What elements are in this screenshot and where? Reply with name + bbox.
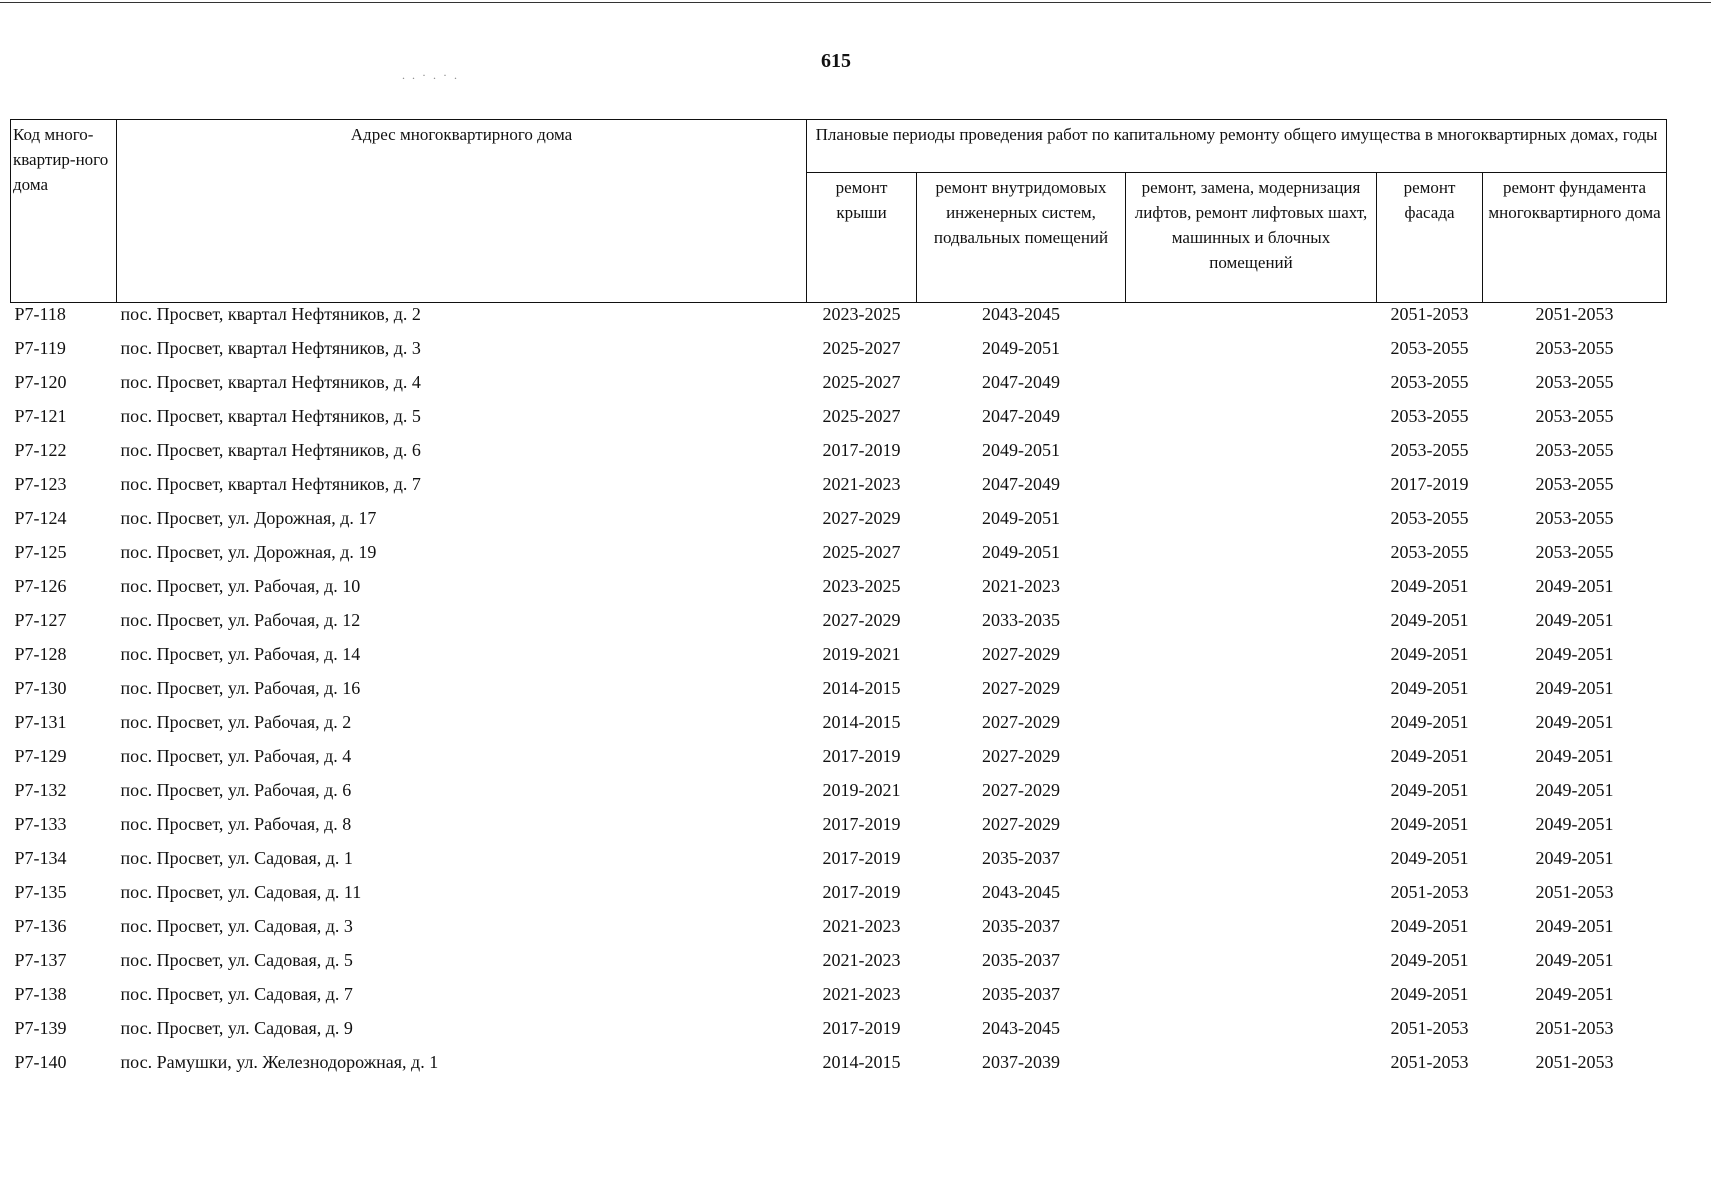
- cell-code: Р7-124: [14, 508, 67, 528]
- table-row: [11, 915, 1667, 949]
- cell-foundation: 2049-2051: [1535, 814, 1614, 834]
- cell-code: Р7-140: [14, 1052, 67, 1072]
- capital-repair-table: [10, 119, 1667, 1085]
- header-address: Адрес многоквартирного дома: [117, 120, 807, 303]
- table-row: [11, 303, 1667, 338]
- cell-roof: 2019-2021: [822, 644, 901, 664]
- cell-systems: 2027-2029: [982, 644, 1060, 664]
- table-row: [11, 711, 1667, 745]
- cell-foundation: 2053-2055: [1535, 440, 1614, 460]
- cell-facade: 2049-2051: [1390, 916, 1469, 936]
- table-row: [11, 813, 1667, 847]
- cell-address: пос. Просвет, ул. Рабочая, д. 14: [120, 644, 361, 664]
- cell-foundation: 2049-2051: [1535, 644, 1614, 664]
- cell-foundation: 2049-2051: [1535, 576, 1614, 596]
- cell-facade: 2049-2051: [1390, 610, 1469, 630]
- table-row: [11, 473, 1667, 507]
- page-number: 615: [821, 50, 851, 72]
- cell-address: пос. Просвет, ул. Рабочая, д. 2: [120, 712, 352, 732]
- cell-code: Р7-126: [14, 576, 67, 596]
- cell-roof: 2021-2023: [822, 984, 901, 1004]
- cell-foundation: 2053-2055: [1535, 474, 1614, 494]
- cell-elevators: [1126, 371, 1377, 405]
- cell-systems: 2035-2037: [982, 916, 1060, 936]
- cell-foundation: 2049-2051: [1535, 848, 1614, 868]
- cell-code: Р7-131: [14, 712, 67, 732]
- cell-facade: 2053-2055: [1390, 372, 1469, 392]
- cell-roof: 2014-2015: [822, 712, 901, 732]
- cell-elevators: [1126, 677, 1377, 711]
- cell-foundation: 2049-2051: [1535, 712, 1614, 732]
- cell-roof: 2025-2027: [822, 338, 901, 358]
- table-row: [11, 677, 1667, 711]
- cell-facade: 2053-2055: [1390, 508, 1469, 528]
- table-row: [11, 1051, 1667, 1085]
- cell-facade: 2049-2051: [1390, 950, 1469, 970]
- cell-elevators: [1126, 779, 1377, 813]
- cell-facade: 2053-2055: [1390, 542, 1469, 562]
- cell-roof: 2025-2027: [822, 406, 901, 426]
- cell-address: пос. Просвет, квартал Нефтяников, д. 2: [120, 304, 421, 324]
- cell-facade: 2049-2051: [1390, 848, 1469, 868]
- cell-foundation: 2049-2051: [1535, 678, 1614, 698]
- cell-roof: 2027-2029: [822, 610, 901, 630]
- cell-systems: 2035-2037: [982, 984, 1060, 1004]
- cell-address: пос. Просвет, ул. Рабочая, д. 8: [120, 814, 352, 834]
- cell-roof: 2017-2019: [822, 440, 901, 460]
- cell-foundation: 2049-2051: [1535, 916, 1614, 936]
- table-row: [11, 949, 1667, 983]
- cell-code: Р7-120: [14, 372, 67, 392]
- cell-facade: 2051-2053: [1390, 1052, 1469, 1072]
- cell-foundation: 2051-2053: [1535, 1018, 1614, 1038]
- cell-elevators: [1126, 303, 1377, 338]
- cell-code: Р7-136: [14, 916, 67, 936]
- cell-elevators: [1126, 609, 1377, 643]
- cell-systems: 2047-2049: [982, 474, 1060, 494]
- cell-elevators: [1126, 643, 1377, 677]
- table-row: [11, 405, 1667, 439]
- cell-foundation: 2049-2051: [1535, 746, 1614, 766]
- cell-systems: 2027-2029: [982, 746, 1060, 766]
- cell-elevators: [1126, 1051, 1377, 1085]
- cell-address: пос. Просвет, ул. Садовая, д. 9: [120, 1018, 353, 1038]
- cell-foundation: 2051-2053: [1535, 882, 1614, 902]
- table-row: [11, 371, 1667, 405]
- cell-systems: 2033-2035: [982, 610, 1060, 630]
- cell-systems: 2049-2051: [982, 338, 1060, 358]
- cell-systems: 2027-2029: [982, 780, 1060, 800]
- cell-elevators: [1126, 915, 1377, 949]
- cell-roof: 2017-2019: [822, 1018, 901, 1038]
- header-planned-periods: Плановые периоды проведения работ по капитальному ремонту общего имущества в многоквартирных домах, годы: [807, 120, 1667, 173]
- cell-foundation: 2053-2055: [1535, 372, 1614, 392]
- cell-foundation: 2053-2055: [1535, 338, 1614, 358]
- cell-address: пос. Просвет, ул. Садовая, д. 7: [120, 984, 353, 1004]
- cell-facade: 2049-2051: [1390, 814, 1469, 834]
- cell-facade: 2049-2051: [1390, 678, 1469, 698]
- cell-elevators: [1126, 745, 1377, 779]
- cell-roof: 2021-2023: [822, 950, 901, 970]
- cell-facade: 2051-2053: [1390, 1018, 1469, 1038]
- cell-address: пос. Просвет, квартал Нефтяников, д. 3: [120, 338, 421, 358]
- cell-facade: 2049-2051: [1390, 984, 1469, 1004]
- cell-code: Р7-138: [14, 984, 67, 1004]
- cell-systems: 2049-2051: [982, 440, 1060, 460]
- top-border-rule: [0, 2, 1711, 3]
- cell-elevators: [1126, 711, 1377, 745]
- header-engineering-systems: ремонт внутридомовых инженерных систем, подвальных помещений: [917, 173, 1126, 303]
- cell-address: пос. Просвет, ул. Садовая, д. 11: [120, 882, 362, 902]
- cell-address: пос. Просвет, ул. Рабочая, д. 12: [120, 610, 361, 630]
- cell-systems: 2027-2029: [982, 678, 1060, 698]
- header-elevators: ремонт, замена, модернизация лифтов, ремонт лифтовых шахт, машинных и блочных помещений: [1126, 173, 1377, 303]
- cell-roof: 2017-2019: [822, 746, 901, 766]
- cell-systems: 2027-2029: [982, 712, 1060, 732]
- header-code: Код много-квартир-ного дома: [11, 120, 117, 303]
- cell-code: Р7-123: [14, 474, 67, 494]
- cell-roof: 2017-2019: [822, 848, 901, 868]
- capital-repair-table-wrapper: [10, 119, 1667, 1085]
- cell-elevators: [1126, 405, 1377, 439]
- cell-roof: 2025-2027: [822, 542, 901, 562]
- cell-roof: 2025-2027: [822, 372, 901, 392]
- cell-address: пос. Просвет, ул. Рабочая, д. 6: [120, 780, 352, 800]
- cell-roof: 2023-2025: [822, 576, 901, 596]
- cell-systems: 2047-2049: [982, 372, 1060, 392]
- cell-elevators: [1126, 813, 1377, 847]
- cell-foundation: 2051-2053: [1535, 304, 1614, 324]
- table-row: [11, 1017, 1667, 1051]
- cell-systems: 2049-2051: [982, 542, 1060, 562]
- cell-elevators: [1126, 473, 1377, 507]
- cell-code: Р7-122: [14, 440, 67, 460]
- cell-code: Р7-128: [14, 644, 67, 664]
- cell-roof: 2021-2023: [822, 474, 901, 494]
- cell-address: пос. Просвет, ул. Дорожная, д. 19: [120, 542, 377, 562]
- cell-systems: 2049-2051: [982, 508, 1060, 528]
- cell-facade: 2051-2053: [1390, 304, 1469, 324]
- cell-roof: 2019-2021: [822, 780, 901, 800]
- cell-code: Р7-135: [14, 882, 67, 902]
- cell-systems: 2043-2045: [982, 1018, 1060, 1038]
- cell-foundation: 2049-2051: [1535, 984, 1614, 1004]
- cell-elevators: [1126, 575, 1377, 609]
- cell-elevators: [1126, 541, 1377, 575]
- cell-code: Р7-121: [14, 406, 67, 426]
- cell-foundation: 2053-2055: [1535, 508, 1614, 528]
- header-foundation: ремонт фундамента многоквартирного дома: [1483, 173, 1667, 303]
- cell-roof: 2017-2019: [822, 882, 901, 902]
- cell-code: Р7-137: [14, 950, 67, 970]
- cell-code: Р7-133: [14, 814, 67, 834]
- cell-address: пос. Рамушки, ул. Железнодорожная, д. 1: [120, 1052, 439, 1072]
- cell-code: Р7-125: [14, 542, 67, 562]
- cell-elevators: [1126, 881, 1377, 915]
- cell-foundation: 2051-2053: [1535, 1052, 1614, 1072]
- cell-roof: 2014-2015: [822, 678, 901, 698]
- cell-facade: 2053-2055: [1390, 440, 1469, 460]
- cell-facade: 2049-2051: [1390, 644, 1469, 664]
- cell-foundation: 2049-2051: [1535, 950, 1614, 970]
- cell-elevators: [1126, 337, 1377, 371]
- cell-facade: 2017-2019: [1390, 474, 1469, 494]
- cell-roof: 2021-2023: [822, 916, 901, 936]
- cell-address: пос. Просвет, ул. Рабочая, д. 4: [120, 746, 352, 766]
- cell-facade: 2049-2051: [1390, 746, 1469, 766]
- table-body: [11, 303, 1667, 1086]
- cell-systems: 2027-2029: [982, 814, 1060, 834]
- cell-address: пос. Просвет, квартал Нефтяников, д. 6: [120, 440, 421, 460]
- table-row: [11, 609, 1667, 643]
- cell-systems: 2047-2049: [982, 406, 1060, 426]
- table-row: [11, 541, 1667, 575]
- cell-systems: 2043-2045: [982, 304, 1060, 324]
- cell-systems: 2043-2045: [982, 882, 1060, 902]
- table-row: [11, 507, 1667, 541]
- cell-systems: 2035-2037: [982, 848, 1060, 868]
- table-row: [11, 745, 1667, 779]
- cell-foundation: 2049-2051: [1535, 610, 1614, 630]
- cell-systems: 2037-2039: [982, 1052, 1060, 1072]
- cell-foundation: 2053-2055: [1535, 542, 1614, 562]
- table-row: [11, 643, 1667, 677]
- cell-roof: 2014-2015: [822, 1052, 901, 1072]
- cell-address: пос. Просвет, ул. Садовая, д. 1: [120, 848, 353, 868]
- table-row: [11, 779, 1667, 813]
- cell-address: пос. Просвет, ул. Рабочая, д. 10: [120, 576, 361, 596]
- cell-facade: 2049-2051: [1390, 712, 1469, 732]
- cell-code: Р7-139: [14, 1018, 67, 1038]
- cell-elevators: [1126, 439, 1377, 473]
- table-row: [11, 575, 1667, 609]
- cell-code: Р7-119: [14, 338, 66, 358]
- cell-code: Р7-130: [14, 678, 67, 698]
- cell-facade: 2053-2055: [1390, 406, 1469, 426]
- cell-code: Р7-118: [14, 304, 66, 324]
- header-facade: ремонт фасада: [1377, 173, 1483, 303]
- scan-speck: . . · . · .: [402, 68, 459, 82]
- cell-facade: 2049-2051: [1390, 780, 1469, 800]
- cell-address: пос. Просвет, ул. Дорожная, д. 17: [120, 508, 377, 528]
- cell-elevators: [1126, 1017, 1377, 1051]
- cell-address: пос. Просвет, квартал Нефтяников, д. 5: [120, 406, 421, 426]
- cell-code: Р7-129: [14, 746, 67, 766]
- cell-facade: 2049-2051: [1390, 576, 1469, 596]
- table-row: [11, 881, 1667, 915]
- cell-foundation: 2053-2055: [1535, 406, 1614, 426]
- table-row: [11, 983, 1667, 1017]
- cell-code: Р7-127: [14, 610, 67, 630]
- cell-code: Р7-134: [14, 848, 67, 868]
- cell-address: пос. Просвет, квартал Нефтяников, д. 4: [120, 372, 421, 392]
- cell-address: пос. Просвет, ул. Садовая, д. 5: [120, 950, 353, 970]
- table-row: [11, 847, 1667, 881]
- header-roof: ремонт крыши: [807, 173, 917, 303]
- cell-facade: 2051-2053: [1390, 882, 1469, 902]
- cell-roof: 2017-2019: [822, 814, 901, 834]
- cell-foundation: 2049-2051: [1535, 780, 1614, 800]
- cell-address: пос. Просвет, ул. Рабочая, д. 16: [120, 678, 361, 698]
- cell-elevators: [1126, 949, 1377, 983]
- cell-address: пос. Просвет, ул. Садовая, д. 3: [120, 916, 353, 936]
- cell-code: Р7-132: [14, 780, 67, 800]
- cell-elevators: [1126, 983, 1377, 1017]
- cell-address: пос. Просвет, квартал Нефтяников, д. 7: [120, 474, 421, 494]
- table-row: [11, 439, 1667, 473]
- cell-systems: 2021-2023: [982, 576, 1060, 596]
- cell-elevators: [1126, 507, 1377, 541]
- cell-roof: 2023-2025: [822, 304, 901, 324]
- cell-facade: 2053-2055: [1390, 338, 1469, 358]
- cell-systems: 2035-2037: [982, 950, 1060, 970]
- table-row: [11, 337, 1667, 371]
- cell-elevators: [1126, 847, 1377, 881]
- cell-roof: 2027-2029: [822, 508, 901, 528]
